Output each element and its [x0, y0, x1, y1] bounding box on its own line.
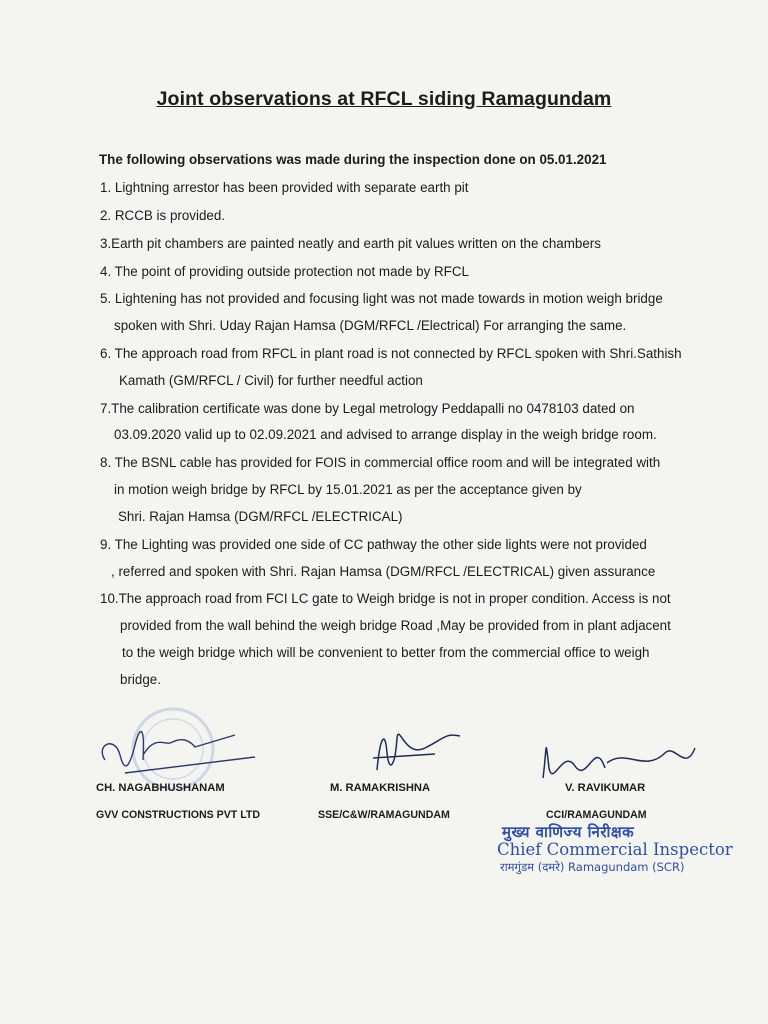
- intro-text: The following observations was made during the inspection done on 05.01.2021: [99, 152, 607, 167]
- observation-line: 03.09.2020 valid up to 02.09.2021 and advised to arrange display in the weigh bridge room.: [114, 427, 657, 442]
- observation-line: 1. Lightning arrestor has been provided with separate earth pit: [100, 180, 469, 195]
- observation-line: provided from the wall behind the weigh bridge Road ,May be provided from in plant adjacent: [120, 618, 671, 633]
- observation-line: 9. The Lighting was provided one side of CC pathway the other side lights were not provided: [100, 537, 647, 552]
- observation-line: to the weigh bridge which will be convenient to better from the commercial office to weigh: [122, 645, 650, 660]
- observation-line: Shri. Rajan Hamsa (DGM/RFCL /ELECTRICAL): [118, 509, 403, 524]
- stamp-location: रामगुंडम (दमरे) Ramagundam (SCR): [500, 860, 685, 874]
- observation-line: spoken with Shri. Uday Rajan Hamsa (DGM/RFCL /Electrical) For arranging the same.: [114, 318, 627, 333]
- signature-scribble: [535, 728, 705, 788]
- observation-line: 2. RCCB is provided.: [100, 208, 226, 223]
- document-title: Joint observations at RFCL siding Ramagundam: [156, 88, 612, 110]
- observation-line: 4. The point of providing outside protection not made by RFCL: [100, 264, 469, 279]
- observation-line: bridge.: [120, 672, 161, 687]
- observation-line: 3.Earth pit chambers are painted neatly and earth pit values written on the chambers: [100, 236, 601, 251]
- observation-line: Kamath (GM/RFCL / Civil) for further needful action: [119, 373, 423, 388]
- signatory-name: V. RAVIKUMAR: [565, 782, 646, 794]
- signatory-role: CCI/RAMAGUNDAM: [546, 809, 647, 821]
- observation-line: 8. The BSNL cable has provided for FOIS in commercial office room and will be integrated with: [100, 455, 661, 470]
- observation-line: 10.The approach road from FCI LC gate to Weigh bridge is not in proper condition. Access is not: [100, 591, 671, 606]
- signatory-name: M. RAMAKRISHNA: [330, 782, 431, 794]
- observation-line: 7.The calibration certificate was done by Legal metrology Peddapalli no 0478103 dated on: [100, 401, 635, 416]
- signatory-name: CH. NAGABHUSHANAM: [96, 782, 225, 794]
- observation-line: 6. The approach road from RFCL in plant road is not connected by RFCL spoken with Shri.Sathish: [100, 346, 682, 361]
- signature-scribble: [365, 718, 495, 783]
- signatory-role: GVV CONSTRUCTIONS PVT LTD: [96, 809, 261, 821]
- signatory-role: SSE/C&W/RAMAGUNDAM: [318, 809, 450, 821]
- observation-line: in motion weigh bridge by RFCL by 15.01.2021 as per the acceptance given by: [114, 482, 582, 497]
- observation-line: , referred and spoken with Shri. Rajan Hamsa (DGM/RFCL /ELECTRICAL) given assurance: [111, 564, 656, 579]
- stamp-title: Chief Commercial Inspector: [497, 840, 733, 859]
- observation-line: 5. Lightening has not provided and focusing light was not made towards in motion weigh bridge: [100, 291, 663, 306]
- stamp-hindi: मुख्य वाणिज्य निरीक्षक: [502, 823, 635, 841]
